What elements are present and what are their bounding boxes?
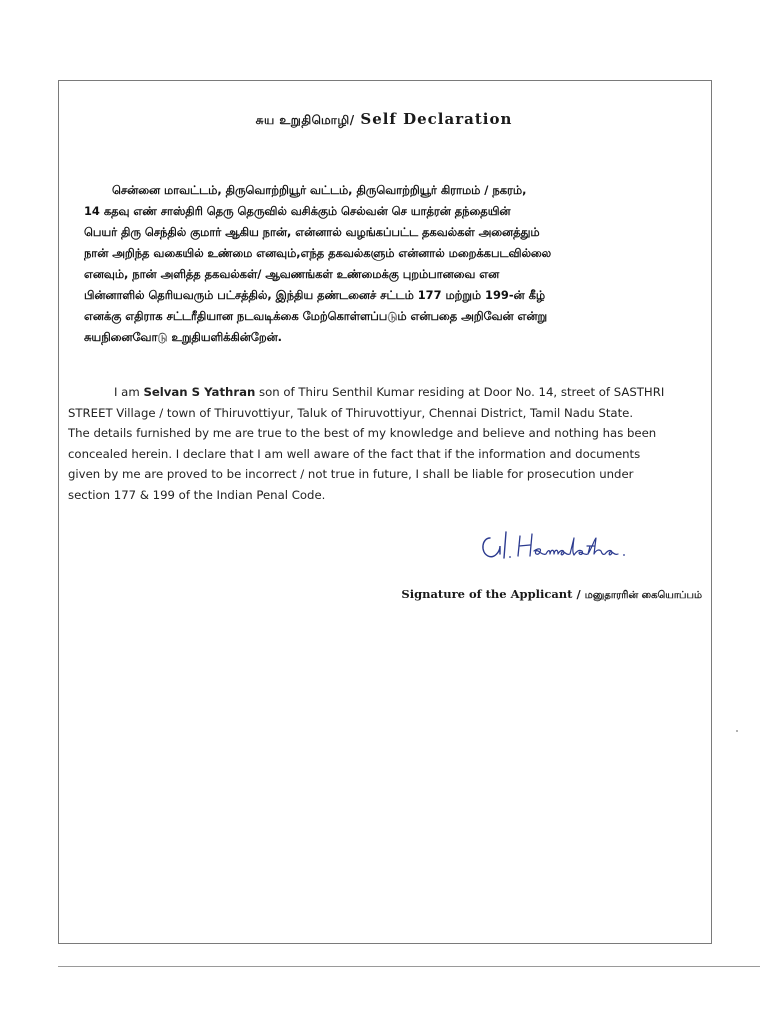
tamil-line: சுயநினைவோடு உறுதியளிக்கின்றேன். — [84, 330, 282, 344]
english-line: concealed herein. I declare that I am well aware of the fact that if the information and documents — [68, 446, 641, 461]
scan-speck — [736, 730, 738, 732]
english-line: section 177 & 199 of the Indian Penal Code. — [68, 487, 326, 502]
signature-caption-separator: / — [572, 587, 585, 601]
title-tamil: சுய உறுதிமொழி/ — [255, 113, 355, 127]
english-line: The details furnished by me are true to the best of my knowledge and believe and nothing has been — [68, 426, 657, 440]
tamil-line: நான் அறிந்த வகையில் உண்மை எனவும்,எந்த தகவல்களும் என்னால் மறைக்கபடவில்லை — [84, 246, 552, 260]
signature-caption-tamil: மனுதாரரின் கையொப்பம் — [584, 590, 702, 601]
signature-caption — [401, 587, 702, 602]
english-line: STREET Village / town of Thiruvottiyur, Taluk of Thiruvottiyur, Chennai District, Tamil Nadu State. — [68, 405, 634, 420]
line-suffix: son of Thiru Senthil Kumar residing at Door No. 14, street of SASTHRI — [255, 385, 665, 399]
document-title — [0, 110, 768, 129]
tamil-line: எனவும், நான் அளித்த தகவல்கள்/ ஆவணங்கள் உண்மைக்கு புறம்பானவை என — [84, 267, 500, 281]
line-prefix: I am — [114, 385, 144, 399]
scan-bottom-rule — [58, 966, 760, 967]
tamil-line: எனக்கு எதிராக சட்டரீதியான நடவடிக்கை மேற்கொள்ளப்படும் என்பதை அறிவேன் என்று — [84, 309, 547, 323]
english-line — [68, 382, 708, 403]
applicant-name: Selvan S Yathran — [143, 385, 256, 399]
title-english: Self Declaration — [360, 110, 513, 128]
english-declaration-paragraph — [68, 382, 708, 505]
applicant-signature — [476, 518, 686, 566]
tamil-line: சென்னை மாவட்டம், திருவொற்றியூர் வட்டம், திருவொற்றியூர் கிராமம் / நகரம், — [112, 183, 527, 197]
signature-caption-english: Signature of the Applicant — [401, 587, 573, 601]
tamil-line: பின்னாளில் தெரியவரும் பட்சத்தில், இந்திய தண்டனைச் சட்டம் 177 மற்றும் 199-ன் கீழ் — [84, 288, 546, 302]
tamil-line: 14 கதவு எண் சாஸ்திரி தெரு தெருவில் வசிக்கும் செல்வன் செ யாத்ரன் தந்தையின் — [84, 204, 511, 218]
english-line: given by me are proved to be incorrect / not true in future, I shall be liable for prosecution under — [68, 467, 634, 481]
tamil-declaration-paragraph — [84, 180, 706, 348]
tamil-line: பெயர் திரு செந்தில் குமார் ஆகிய நான், என்னால் வழங்கப்பட்ட தகவல்கள் அனைத்தும் — [84, 225, 540, 239]
